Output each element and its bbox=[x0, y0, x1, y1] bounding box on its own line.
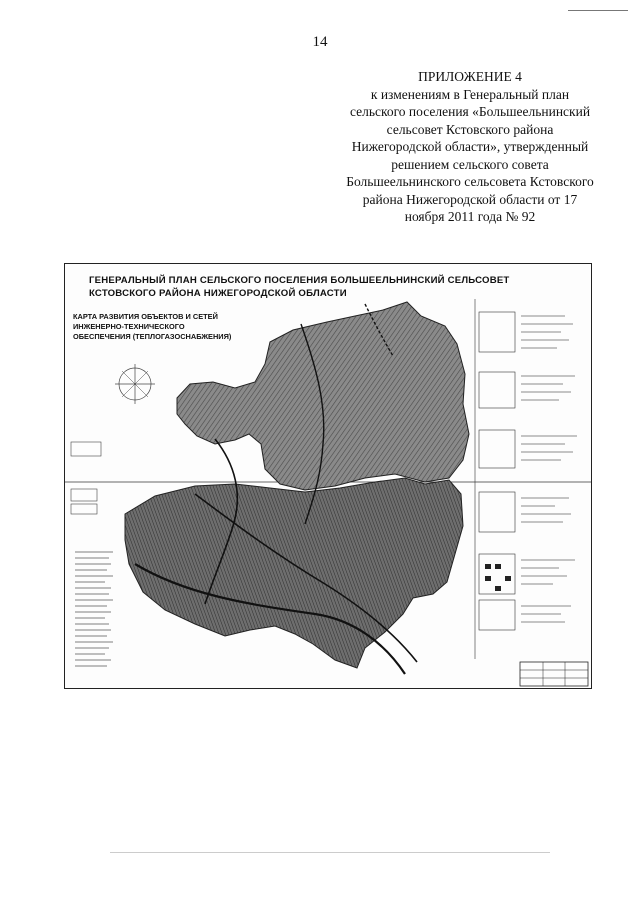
locality-list bbox=[75, 552, 113, 666]
general-plan-map bbox=[64, 263, 592, 689]
appendix-line: к изменениям в Генеральный план bbox=[370, 86, 570, 102]
title-block bbox=[520, 662, 588, 686]
map-subtitle-line: ИНЖЕНЕРНО-ТЕХНИЧЕСКОГО bbox=[73, 322, 185, 331]
scan-mark bbox=[568, 10, 628, 11]
map-subtitle-line: КАРТА РАЗВИТИЯ ОБЪЕКТОВ И СЕТЕЙ bbox=[73, 312, 218, 321]
left-legend-boxes bbox=[71, 442, 101, 514]
appendix-line: Большеельнинского сельсовета Кстовского bbox=[346, 174, 594, 189]
map-subtitle-line: ОБЕСПЕЧЕНИЯ (ТЕПЛОГАЗОСНАБЖЕНИЯ) bbox=[73, 332, 232, 341]
map-title bbox=[89, 274, 509, 300]
appendix-line: ноября 2011 года № 92 bbox=[404, 209, 536, 224]
appendix-caption bbox=[330, 68, 610, 226]
compass-icon bbox=[115, 364, 155, 404]
map-title-line: КСТОВСКОГО РАЙОНА НИЖЕГОРОДСКОЙ ОБЛАСТИ bbox=[89, 288, 347, 299]
appendix-line: ПРИЛОЖЕНИЕ 4 bbox=[418, 69, 522, 84]
appendix-line: Нижегородской области», утвержденный bbox=[351, 139, 589, 154]
scan-mark bbox=[110, 852, 550, 853]
map-legend bbox=[475, 299, 577, 659]
territory-lower bbox=[125, 478, 463, 668]
map-title-line: ГЕНЕРАЛЬНЫЙ ПЛАН СЕЛЬСКОГО ПОСЕЛЕНИЯ БОЛЬШЕЕЛЬНИНСКИЙ СЕЛЬСОВЕТ bbox=[89, 275, 510, 286]
appendix-line: сельского поселения «Большеельнинский bbox=[349, 104, 591, 119]
appendix-line: района Нижегородской области от 17 bbox=[362, 191, 578, 207]
appendix-line: решением сельского совета bbox=[391, 156, 549, 172]
appendix-line: сельсовет Кстовского района bbox=[386, 121, 554, 137]
page-number: 14 bbox=[312, 34, 328, 50]
map-subtitle bbox=[73, 312, 231, 342]
